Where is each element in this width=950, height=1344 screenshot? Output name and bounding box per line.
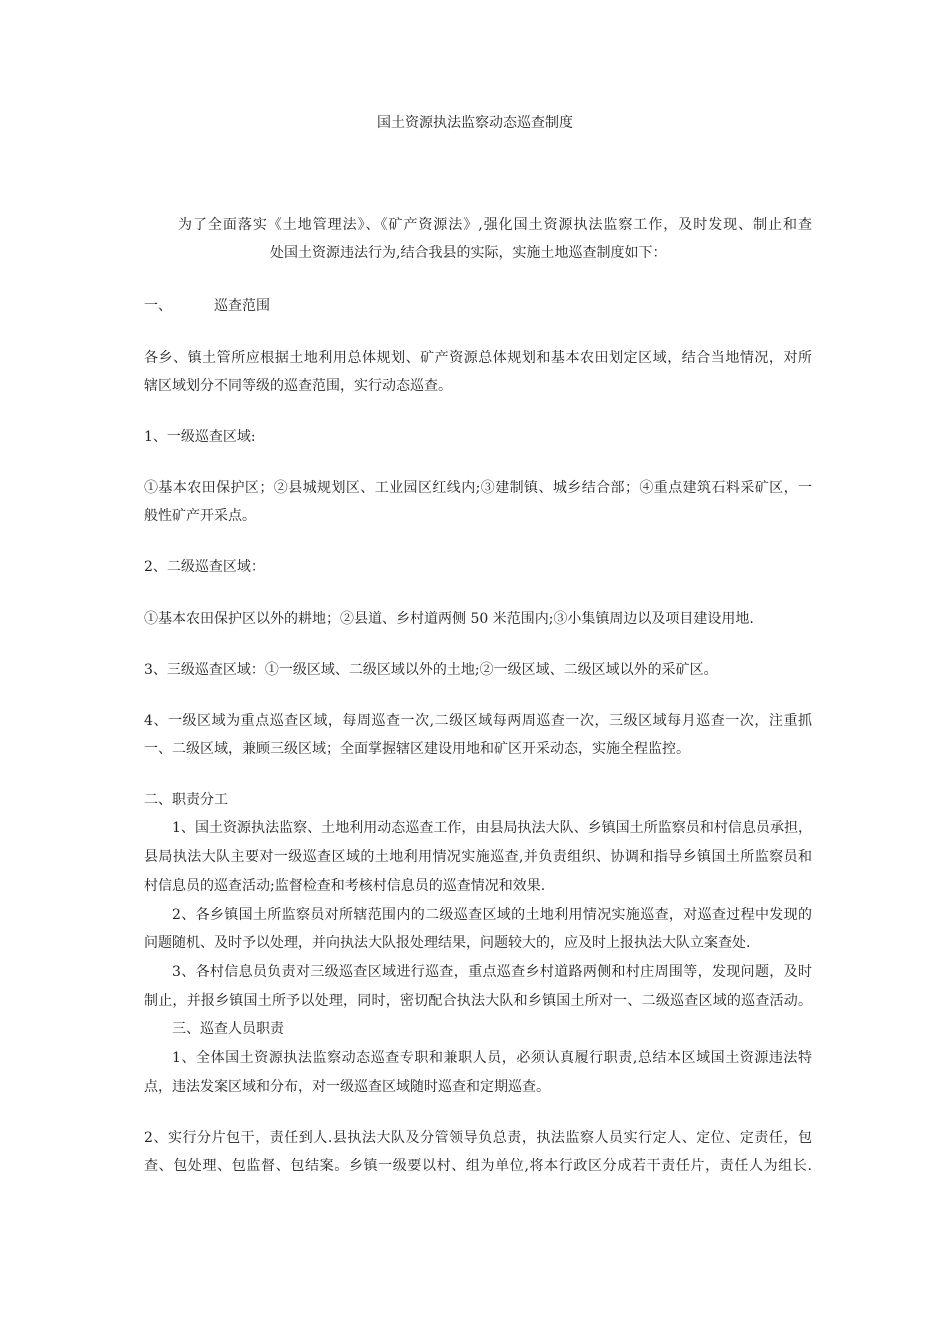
paragraph-line: 1、国土资源执法监察、土地利用动态巡查工作，由县局执法大队、乡镇国土所监察员和村信息员承担， bbox=[172, 820, 812, 836]
paragraph-line: 一、二级区域，兼顾三级区域；全面掌握辖区建设用地和矿区开采动态，实施全程监控。 bbox=[144, 741, 690, 757]
section-2-heading: 二、职责分工 bbox=[144, 792, 228, 808]
section-1-number: 一、 bbox=[144, 298, 172, 314]
level-3-line: 3、三级巡查区域：①一级区域、二级区域以外的土地;②一级区域、二级区域以外的采矿区。 bbox=[144, 662, 718, 678]
section-1-heading-row bbox=[144, 296, 812, 316]
level-2-heading: 2、二级巡查区域： bbox=[144, 559, 265, 575]
paragraph-line: 2、各乡镇国土所监察员对所辖范围内的二级巡查区域的土地利用情况实施巡查，对巡查过程中发现的 bbox=[172, 907, 812, 923]
paragraph-line: ①基本农田保护区以外的耕地；②县道、乡村道两侧 50 米范围内;③小集镇周边以及项目建设用地. bbox=[144, 611, 754, 627]
paragraph-line: 4、一级区域为重点巡查区域，每周巡查一次,二级区域每两周巡查一次，三级区域每月巡查一次，注重抓 bbox=[144, 713, 812, 729]
paragraph-line: 村信息员的巡查活动;监督检查和考核村信息员的巡查情况和效果. bbox=[144, 878, 546, 894]
paragraph-line: 县局执法大队主要对一级巡查区域的土地利用情况实施巡查,并负责组织、协调和指导乡镇国土所监察员和 bbox=[144, 849, 812, 865]
paragraph-line: 辖区域划分不同等级的巡查范围，实行动态巡查。 bbox=[144, 378, 452, 394]
section-3-heading: 三、巡查人员职责 bbox=[172, 1021, 284, 1037]
level-1-heading: 1、一级巡查区域: bbox=[144, 429, 256, 445]
paragraph-line: 制止，并报乡镇国土所予以处理，同时，密切配合执法大队和乡镇国土所对一、二级巡查区域的巡查活动。 bbox=[144, 993, 812, 1009]
paragraph-line: 般性矿产开采点。 bbox=[144, 508, 256, 524]
paragraph-line: 查、包处理、包监督、包结案。乡镇一级要以村、组为单位,将本行政区分成若干责任片，责任人为组长. bbox=[144, 1158, 812, 1174]
paragraph-line: 各乡、镇土管所应根据土地利用总体规划、矿产资源总体规划和基本农田划定区域，结合当地情况，对所 bbox=[144, 350, 812, 366]
intro-line-2: 处国土资源违法行为,结合我县的实际，实施土地巡查制度如下： bbox=[270, 245, 667, 261]
paragraph-line: 2、实行分片包干，责任到人.县执法大队及分管领导负总责，执法监察人员实行定人、定位、定责任，包 bbox=[144, 1130, 812, 1146]
paragraph-line: 3、各村信息员负责对三级巡查区域进行巡查，重点巡查乡村道路两侧和村庄周围等，发现问题，及时 bbox=[172, 964, 812, 980]
section-1-heading: 巡查范围 bbox=[214, 298, 270, 314]
paragraph-line: 1、全体国土资源执法监察动态巡查专职和兼职人员，必须认真履行职责,总结本区域国土资源违法特 bbox=[172, 1050, 812, 1066]
paragraph-line: 问题随机、及时予以处理，并向执法大队报处理结果，问题较大的，应及时上报执法大队立案查处. bbox=[144, 935, 751, 951]
paragraph-line: ①基本农田保护区；②县城规划区、工业园区红线内;③建制镇、城乡结合部；④重点建筑石料采矿区，一 bbox=[144, 480, 812, 496]
paragraph-line: 点，违法发案区域和分布，对一级巡查区域随时巡查和定期巡查。 bbox=[144, 1079, 550, 1095]
intro-line-1: 为了全面落实《土地管理法》、《矿产资源法》,强化国土资源执法监察工作，及时发现、制止和查 bbox=[178, 217, 812, 233]
document-title: 国土资源执法监察动态巡查制度 bbox=[377, 115, 573, 131]
